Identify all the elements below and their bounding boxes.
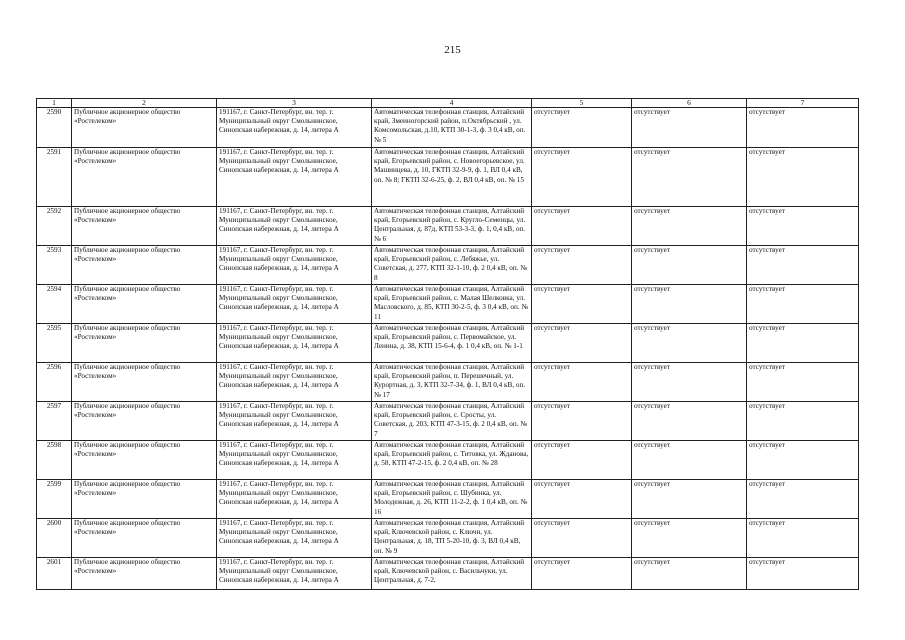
- address-cell: 191167, г. Санкт-Петербург, вн. тер. г. Муниципальный округ Смольнинское, Синопская набережная, д. 14, литера А: [217, 108, 372, 148]
- column-5-cell: отсутствует: [532, 402, 632, 441]
- object-cell: Автоматическая телефонная станция, Алтайский край, Ключевской район, с. Ключи, ул. Центральная, д. 18, ТП 5-20-10, ф. 3, ВЛ 0,4 кВ, оп. № 9: [372, 519, 532, 558]
- object-cell: Автоматическая телефонная станция, Алтайский край, Егорьевский район, с. Титовка, ул. Жданова, д. 58, КТП 47-2-15, ф. 2 0,4 кВ, оп. № 28: [372, 441, 532, 480]
- organization-cell: Публичное акционерное общество «Ростелеком»: [72, 285, 217, 324]
- organization-cell: Публичное акционерное общество «Ростелеком»: [72, 363, 217, 402]
- address-cell: 191167, г. Санкт-Петербург, вн. тер. г. Муниципальный округ Смольнинское, Синопская набережная, д. 14, литера А: [217, 363, 372, 402]
- column-5-cell: отсутствует: [532, 519, 632, 558]
- table-row: [37, 108, 859, 148]
- organization-cell: Публичное акционерное общество «Ростелеком»: [72, 324, 217, 363]
- column-5-cell: отсутствует: [532, 108, 632, 148]
- row-number-cell: 2590: [37, 108, 72, 148]
- object-cell: Автоматическая телефонная станция, Алтайский край, Егорьевский район, п. Перешечный, ул. Курортная, д. 3, КТП 32-7-34, ф. 1, ВЛ 0,4 кВ, оп. № 17: [372, 363, 532, 402]
- column-6-cell: отсутствует: [632, 519, 747, 558]
- column-7-cell: отсутствует: [747, 148, 859, 207]
- row-number-cell: 2600: [37, 519, 72, 558]
- column-header: 3: [217, 99, 372, 108]
- column-7-cell: отсутствует: [747, 363, 859, 402]
- column-header: 7: [747, 99, 859, 108]
- row-number-cell: 2599: [37, 480, 72, 519]
- table-row: [37, 441, 859, 480]
- table-row: [37, 207, 859, 246]
- row-number-cell: 2596: [37, 363, 72, 402]
- address-cell: 191167, г. Санкт-Петербург, вн. тер. г. Муниципальный округ Смольнинское, Синопская набережная, д. 14, литера А: [217, 148, 372, 207]
- table-body: [37, 108, 859, 590]
- column-7-cell: отсутствует: [747, 402, 859, 441]
- organization-cell: Публичное акционерное общество «Ростелеком»: [72, 480, 217, 519]
- column-6-cell: отсутствует: [632, 324, 747, 363]
- column-6-cell: отсутствует: [632, 480, 747, 519]
- column-5-cell: отсутствует: [532, 558, 632, 590]
- column-header: 5: [532, 99, 632, 108]
- column-6-cell: отсутствует: [632, 207, 747, 246]
- row-number-cell: 2591: [37, 148, 72, 207]
- column-6-cell: отсутствует: [632, 108, 747, 148]
- organization-cell: Публичное акционерное общество «Ростелеком»: [72, 441, 217, 480]
- table-row: [37, 558, 859, 590]
- address-cell: 191167, г. Санкт-Петербург, вн. тер. г. Муниципальный округ Смольнинское, Синопская набережная, д. 14, литера А: [217, 402, 372, 441]
- column-6-cell: отсутствует: [632, 246, 747, 285]
- row-number-cell: 2601: [37, 558, 72, 590]
- column-6-cell: отсутствует: [632, 148, 747, 207]
- column-7-cell: отсутствует: [747, 480, 859, 519]
- column-7-cell: отсутствует: [747, 519, 859, 558]
- object-cell: Автоматическая телефонная станция, Алтайский край, Егорьевский район, с. Лебяжье, ул. Советская, д. 277, КТП 32-1-10, ф. 2 0,4 кВ, оп. № 8: [372, 246, 532, 285]
- address-cell: 191167, г. Санкт-Петербург, вн. тер. г. Муниципальный округ Смольнинское, Синопская набережная, д. 14, литера А: [217, 246, 372, 285]
- organization-cell: Публичное акционерное общество «Ростелеком»: [72, 519, 217, 558]
- table-row: [37, 285, 859, 324]
- organization-cell: Публичное акционерное общество «Ростелеком»: [72, 402, 217, 441]
- column-5-cell: отсутствует: [532, 207, 632, 246]
- object-cell: Автоматическая телефонная станция, Алтайский край, Ключевской район, с. Васильчуки, ул. Центральная, д. 7-2,: [372, 558, 532, 590]
- object-cell: Автоматическая телефонная станция, Алтайский край, Змеиногорский район, п.Октябрьский , ул. Комсомольская, д.10, КТП 30-1-3, ф. 3 0,4 кВ, оп. № 5: [372, 108, 532, 148]
- address-cell: 191167, г. Санкт-Петербург, вн. тер. г. Муниципальный округ Смольнинское, Синопская набережная, д. 14, литера А: [217, 441, 372, 480]
- organization-cell: Публичное акционерное общество «Ростелеком»: [72, 558, 217, 590]
- column-7-cell: отсутствует: [747, 207, 859, 246]
- column-5-cell: отсутствует: [532, 285, 632, 324]
- column-5-cell: отсутствует: [532, 148, 632, 207]
- column-7-cell: отсутствует: [747, 324, 859, 363]
- column-6-cell: отсутствует: [632, 558, 747, 590]
- address-cell: 191167, г. Санкт-Петербург, вн. тер. г. Муниципальный округ Смольнинское, Синопская набережная, д. 14, литера А: [217, 519, 372, 558]
- table-row: [37, 246, 859, 285]
- column-7-cell: отсутствует: [747, 246, 859, 285]
- row-number-cell: 2597: [37, 402, 72, 441]
- column-header: 2: [72, 99, 217, 108]
- row-number-cell: 2595: [37, 324, 72, 363]
- column-5-cell: отсутствует: [532, 363, 632, 402]
- row-number-cell: 2592: [37, 207, 72, 246]
- organization-cell: Публичное акционерное общество «Ростелеком»: [72, 246, 217, 285]
- table-row: [37, 402, 859, 441]
- table-row: [37, 480, 859, 519]
- address-cell: 191167, г. Санкт-Петербург, вн. тер. г. Муниципальный округ Смольнинское, Синопская набережная, д. 14, литера А: [217, 285, 372, 324]
- column-6-cell: отсутствует: [632, 363, 747, 402]
- address-cell: 191167, г. Санкт-Петербург, вн. тер. г. Муниципальный округ Смольнинское, Синопская набережная, д. 14, литера А: [217, 558, 372, 590]
- column-7-cell: отсутствует: [747, 108, 859, 148]
- organization-cell: Публичное акционерное общество «Ростелеком»: [72, 207, 217, 246]
- column-6-cell: отсутствует: [632, 285, 747, 324]
- object-cell: Автоматическая телефонная станция, Алтайский край, Егорьевский район, с. Новоегорьевское, ул. Машинцева, д. 10, ГКТП 32-9-9, ф. 1, ВЛ 0,4 кВ, оп. № 8; ГКТП 32-6-25, ф. 2, ВЛ 0,4 кВ, оп. № 15: [372, 148, 532, 207]
- address-cell: 191167, г. Санкт-Петербург, вн. тер. г. Муниципальный округ Смольнинское, Синопская набережная, д. 14, литера А: [217, 480, 372, 519]
- table-row: [37, 148, 859, 207]
- column-header: 1: [37, 99, 72, 108]
- column-7-cell: отсутствует: [747, 285, 859, 324]
- row-number-cell: 2594: [37, 285, 72, 324]
- object-cell: Автоматическая телефонная станция, Алтайский край, Егорьевский район, с. Первомайское, ул. Ленина, д. 38, КТП 15-6-4, ф. 1 0,4 кВ, оп. № 1-1: [372, 324, 532, 363]
- registry-table: [36, 98, 859, 590]
- column-header: 4: [372, 99, 532, 108]
- page-number: 215: [444, 44, 461, 56]
- address-cell: 191167, г. Санкт-Петербург, вн. тер. г. Муниципальный округ Смольнинское, Синопская набережная, д. 14, литера А: [217, 207, 372, 246]
- object-cell: Автоматическая телефонная станция, Алтайский край, Егорьевский район, с. Шубинка, ул. Молодежная, д. 26, КТП 11-2-2, ф. 1 0,4 кВ, оп. № 16: [372, 480, 532, 519]
- row-number-cell: 2593: [37, 246, 72, 285]
- organization-cell: Публичное акционерное общество «Ростелеком»: [72, 148, 217, 207]
- column-5-cell: отсутствует: [532, 246, 632, 285]
- object-cell: Автоматическая телефонная станция, Алтайский край, Егорьевский район, с. Сросты, ул. Советская, д. 203, КТП 47-3-15, ф. 2 0,4 кВ, оп. № 7: [372, 402, 532, 441]
- column-6-cell: отсутствует: [632, 441, 747, 480]
- object-cell: Автоматическая телефонная станция, Алтайский край, Егорьевский район, с. Малая Шелковка, ул. Масловского, д. 85, КТП 30-2-5, ф. 3 0,4 кВ, оп. № 11: [372, 285, 532, 324]
- table-header-row: [37, 99, 859, 108]
- table-row: [37, 363, 859, 402]
- column-header: 6: [632, 99, 747, 108]
- column-5-cell: отсутствует: [532, 480, 632, 519]
- column-7-cell: отсутствует: [747, 558, 859, 590]
- address-cell: 191167, г. Санкт-Петербург, вн. тер. г. Муниципальный округ Смольнинское, Синопская набережная, д. 14, литера А: [217, 324, 372, 363]
- table-row: [37, 324, 859, 363]
- row-number-cell: 2598: [37, 441, 72, 480]
- column-6-cell: отсутствует: [632, 402, 747, 441]
- object-cell: Автоматическая телефонная станция, Алтайский край, Егорьевский район, с. Кругло-Семенцы, ул. Центральная, д. 87д, КТП 53-3-3, ф. 1, 0,4 кВ, оп. № 6: [372, 207, 532, 246]
- column-7-cell: отсутствует: [747, 441, 859, 480]
- column-5-cell: отсутствует: [532, 441, 632, 480]
- organization-cell: Публичное акционерное общество «Ростелеком»: [72, 108, 217, 148]
- table-row: [37, 519, 859, 558]
- column-5-cell: отсутствует: [532, 324, 632, 363]
